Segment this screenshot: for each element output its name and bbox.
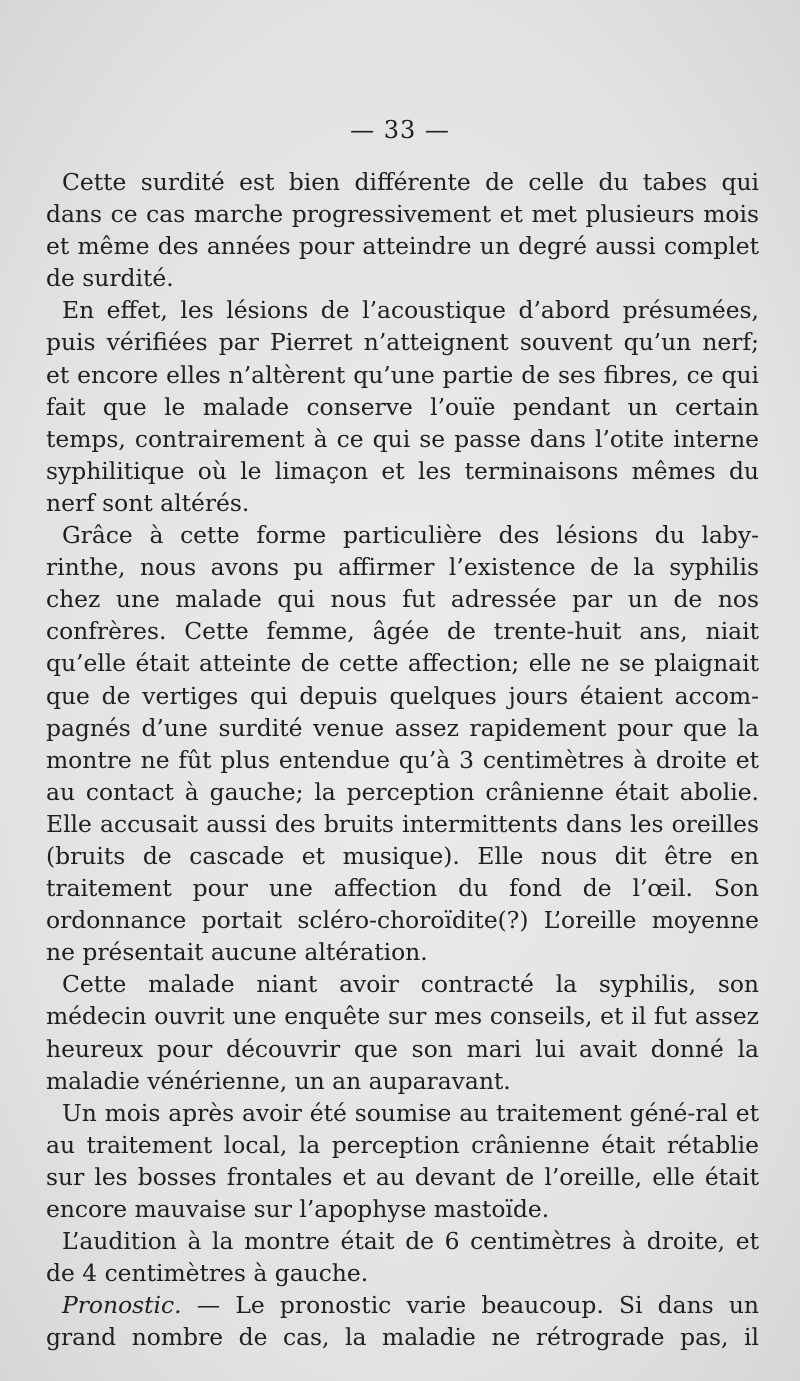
page-number: — 33 — [350,116,450,144]
section-label: Pronostic. [62,1291,182,1320]
paragraph: En effet, les lésions de l’acoustique d’abord présumées, puis vérifiées par Pierret n’atteignent souvent qu’un nerf; et encore elles n’altèrent qu’une partie de ses fibres, ce qui fait que le malade conserve l’ouïe pendant un certain temps, contrairement à ce qui se passe dans l’otite interne syphilitique où le limaçon et les terminaisons mêmes du nerf sont altérés. [46,296,759,517]
paragraph-text: — Le pronostic varie beaucoup. Si dans un grand nombre de cas, la maladie ne rétrograde pas, il [46,1291,759,1352]
paragraph: Un mois après avoir été soumise au traitement géné-ral et au traitement local, la perception crânienne était rétablie sur les bosses frontales et au devant de l’oreille, elle était encore mauvaise sur l’apophyse mastoïde. [46,1098,759,1223]
paragraph: Cette surdité est bien différente de celle du tabes qui dans ce cas marche progressivement et met plusieurs mois et même des années pour atteindre un degré aussi complet de surdité. [46,168,759,293]
paragraph: Cette malade niant avoir contracté la syphilis, son médecin ouvrit une enquête sur mes conseils, et il fut assez heureux pour découvrir que son mari lui avait donné la maladie vénérienne, un an auparavant. [46,970,759,1095]
body-text [46,166,759,1353]
paragraph-pronostic [46,1289,759,1353]
paragraph: L’audition à la montre était de 6 centimètres à droite, et de 4 centimètres à gauche. [46,1227,759,1288]
paragraph: Grâce à cette forme particulière des lésions du laby-rinthe, nous avons pu affirmer l’existence de la syphilis chez une malade qui nous fut adressée par un de nos confrères. Cette femme, âgée de trente-huit ans, niait qu’elle était atteinte de cette affection; elle ne se plaignait que de vertiges qui depuis quelques jours étaient accom-pagnés d’une surdité venue assez rapidement pour que la montre ne fût plus entendue qu’à 3 centimètres à droite et au contact à gauche; la perception crânienne était abolie. Elle accusait aussi des bruits intermittents dans les oreilles (bruits de cascade et musique). Elle nous dit être en traitement pour une affection du fond de l’œil. Son ordonnance portait scléro-choroïdite(?) L’oreille moyenne ne présentait aucune altération. [46,521,759,967]
